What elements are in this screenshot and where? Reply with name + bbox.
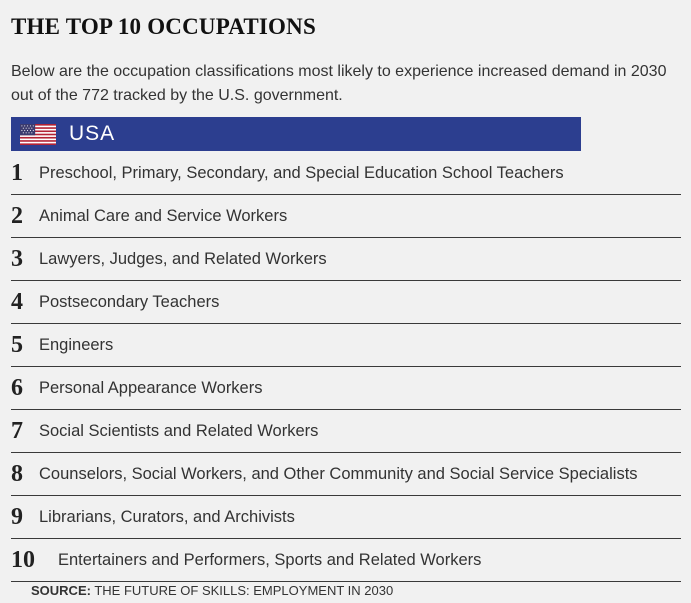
occupation-name: Animal Care and Service Workers	[39, 206, 288, 225]
page-title: THE TOP 10 OCCUPATIONS	[11, 14, 316, 39]
source-text: THE FUTURE OF SKILLS: EMPLOYMENT IN 2030	[94, 583, 394, 598]
occupation-name: Librarians, Curators, and Archivists	[39, 507, 295, 526]
rank-number: 4	[11, 288, 23, 315]
occupation-name: Social Scientists and Related Workers	[39, 421, 319, 440]
country-banner	[11, 117, 581, 151]
rank-number: 9	[11, 503, 23, 530]
rank-number: 10	[11, 546, 35, 573]
occupation-name: Lawyers, Judges, and Related Workers	[39, 249, 327, 268]
occupation-name: Entertainers and Performers, Sports and Related Workers	[58, 550, 482, 569]
list-item	[11, 238, 681, 281]
list-item	[11, 496, 681, 539]
list-item	[11, 539, 681, 582]
list-item	[11, 453, 681, 496]
us-flag-icon	[20, 124, 56, 145]
list-item	[11, 281, 681, 324]
rank-number: 3	[11, 245, 23, 272]
rank-number: 6	[11, 374, 23, 401]
rank-number: 5	[11, 331, 23, 358]
list-item	[11, 410, 681, 453]
source-label: SOURCE:	[31, 583, 91, 598]
banner-label: USA	[69, 122, 116, 145]
list-item	[11, 367, 681, 410]
occupation-list	[11, 152, 681, 582]
occupation-name: Counselors, Social Workers, and Other Community and Social Service Specialists	[39, 464, 638, 483]
occupation-name: Preschool, Primary, Secondary, and Special Education School Teachers	[39, 163, 564, 182]
occupation-name: Postsecondary Teachers	[39, 292, 220, 311]
rank-number: 1	[11, 159, 23, 186]
occupation-name: Personal Appearance Workers	[39, 378, 263, 397]
list-item	[11, 324, 681, 367]
rank-number: 2	[11, 202, 23, 229]
intro-text: Below are the occupation classifications most likely to experience increased demand in 2030 out of the 772 tracked by the U.S. government.	[11, 63, 667, 104]
list-item	[11, 152, 681, 195]
source-note	[31, 583, 393, 598]
occupation-name: Engineers	[39, 335, 114, 354]
rank-number: 8	[11, 460, 23, 487]
rank-number: 7	[11, 417, 23, 444]
list-item	[11, 195, 681, 238]
